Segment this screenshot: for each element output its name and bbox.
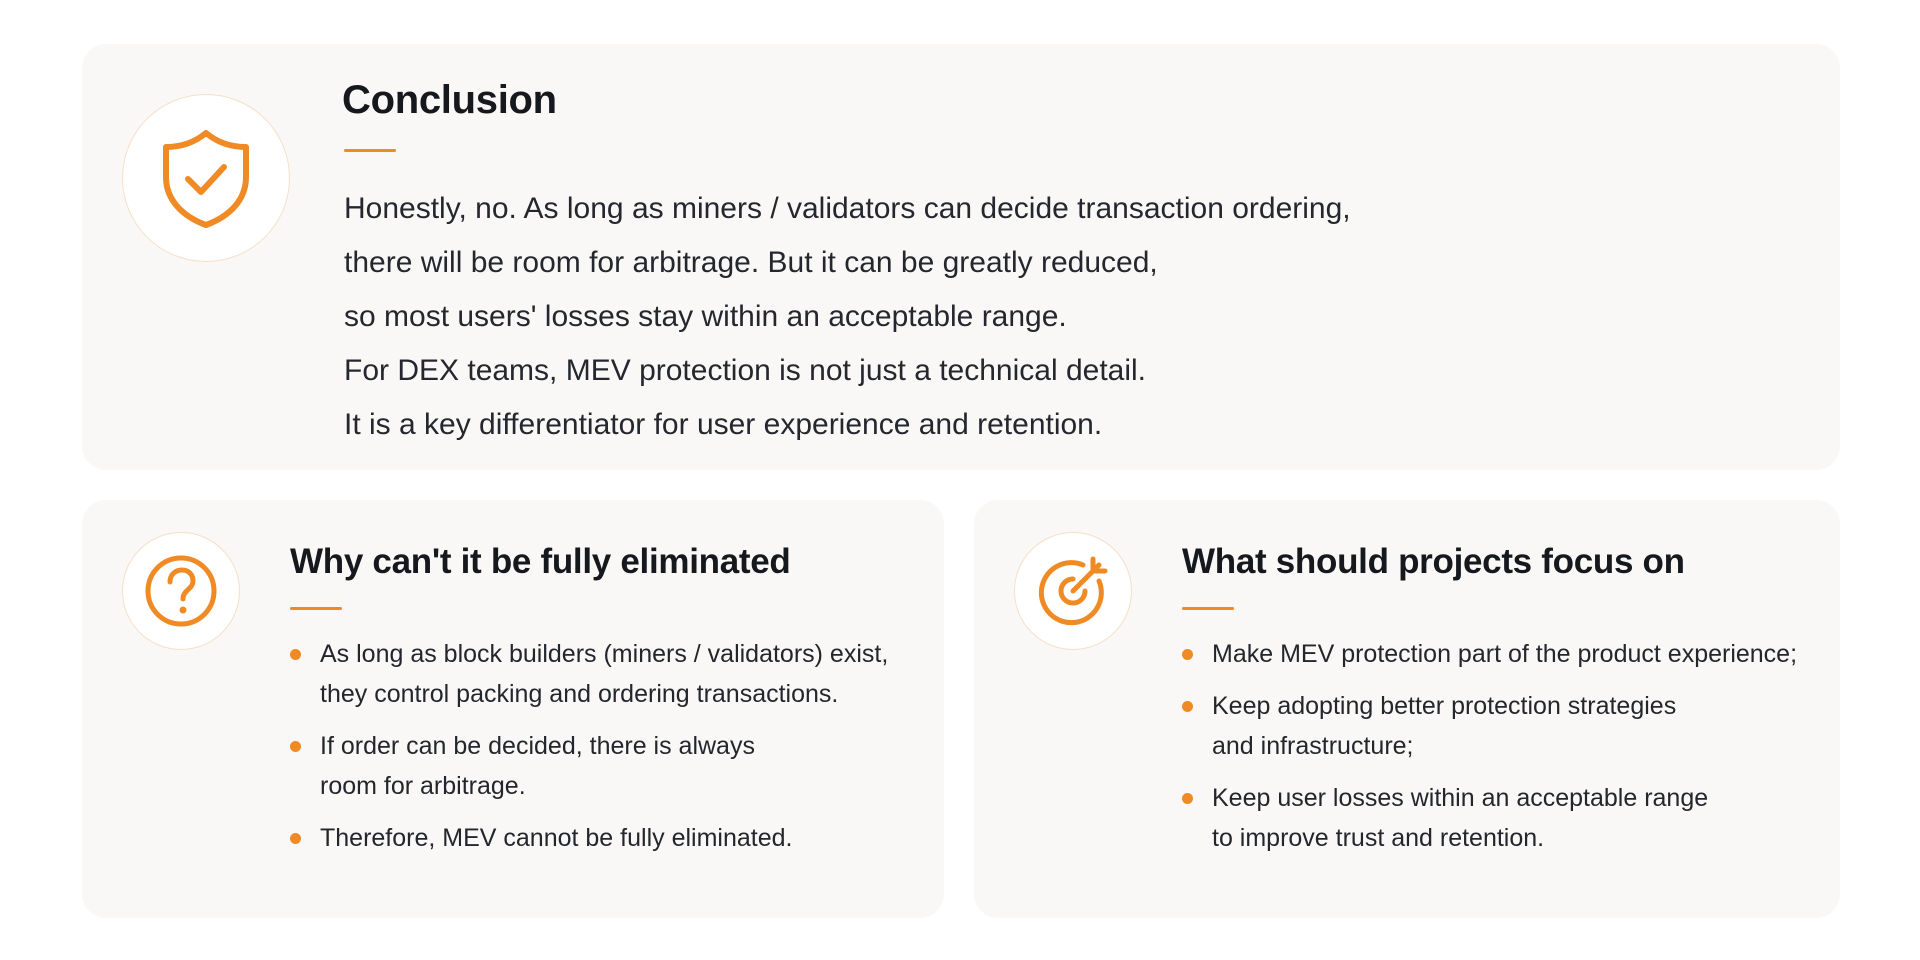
bullet-text: As long as block builders (miners / validators) exist, — [320, 640, 889, 668]
list-item — [1182, 686, 1797, 766]
bullet-text: and infrastructure; — [1212, 732, 1414, 760]
bullet-text: Keep user losses within an acceptable range — [1212, 784, 1709, 812]
title-underline — [1182, 607, 1234, 610]
question-icon — [122, 532, 240, 650]
conclusion-line: Honestly, no. As long as miners / validators can decide transaction ordering, — [344, 192, 1351, 225]
why-title: Why can't it be fully eliminated — [290, 542, 791, 581]
bullet-text: they control packing and ordering transactions. — [320, 680, 839, 708]
list-item — [1182, 778, 1797, 858]
conclusion-line: For DEX teams, MEV protection is not just a technical detail. — [344, 354, 1147, 387]
bullet-text: room for arbitrage. — [320, 772, 526, 800]
why-bullet-list — [290, 634, 888, 870]
title-underline — [290, 607, 342, 610]
conclusion-paragraph — [344, 182, 1784, 452]
title-underline — [344, 149, 396, 152]
conclusion-line: there will be room for arbitrage. But it can be greatly reduced, — [344, 246, 1158, 279]
bullet-text: Make MEV protection part of the product experience; — [1212, 640, 1798, 668]
bullet-text: Keep adopting better protection strategies — [1212, 692, 1677, 720]
conclusion-line: so most users' losses stay within an acceptable range. — [344, 300, 1067, 333]
why-card — [82, 500, 944, 918]
conclusion-title: Conclusion — [342, 78, 557, 122]
conclusion-line: It is a key differentiator for user experience and retention. — [344, 408, 1103, 441]
focus-bullet-list — [1182, 634, 1797, 870]
bullet-text: Therefore, MEV cannot be fully eliminated. — [320, 824, 793, 852]
focus-card — [974, 500, 1840, 918]
conclusion-card — [82, 44, 1840, 470]
target-icon — [1014, 532, 1132, 650]
bullet-text: If order can be decided, there is always — [320, 732, 755, 760]
shield-check-icon — [122, 94, 290, 262]
bullet-text: to improve trust and retention. — [1212, 824, 1545, 852]
list-item — [1182, 634, 1797, 674]
list-item — [290, 818, 888, 858]
list-item — [290, 726, 888, 806]
focus-title: What should projects focus on — [1182, 542, 1685, 581]
list-item — [290, 634, 888, 714]
